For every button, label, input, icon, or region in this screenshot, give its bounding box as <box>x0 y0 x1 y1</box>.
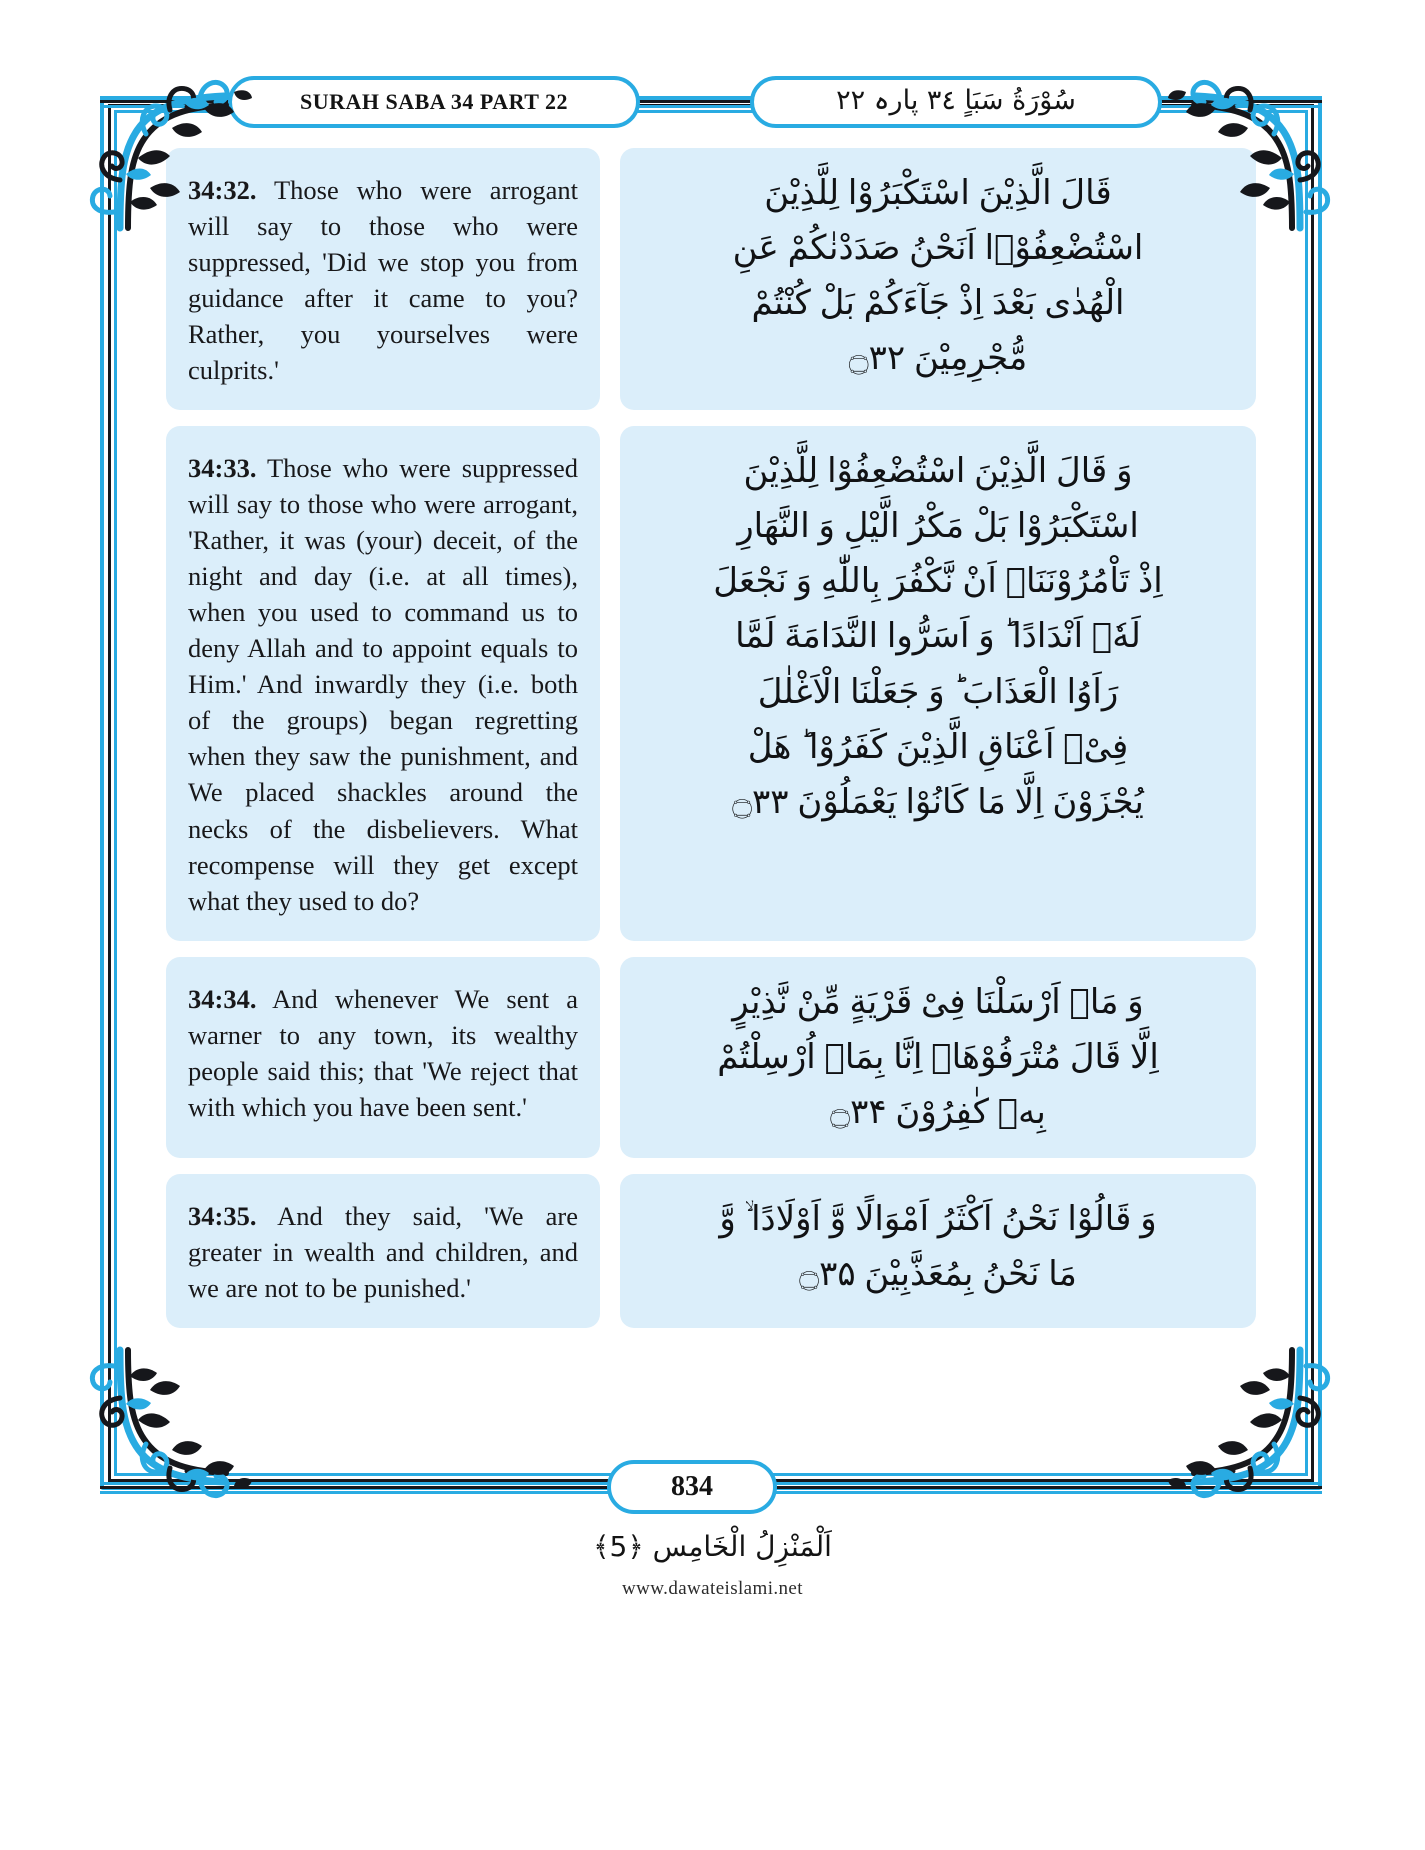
verse-list <box>166 148 1256 1344</box>
verse-reference: 34:35. <box>188 1200 257 1231</box>
arabic-line: بِهٖ كٰفِرُوْنَ ۝۳۴ <box>830 1091 1046 1132</box>
arabic-line: وَ مَاۤ اَرْسَلْنَا فِیْ قَرْیَةٍ مِّنْ نَّذِیْرٍ <box>732 981 1144 1022</box>
arabic-line: رَاَوُا الْعَذَابَ ؕ وَ جَعَلْنَا الْاَغْلٰلَ <box>757 671 1119 712</box>
page-footer <box>100 1458 1322 1516</box>
verse-translation-text: Those who were arrogant will say to those who were suppressed, 'Did we stop you from guidance after it came to you? Rather, you yourselves were culprits.' <box>188 175 578 386</box>
arabic-line: فِیْۤ اَعْنَاقِ الَّذِیْنَ كَفَرُوْا ؕ هَلْ <box>747 726 1129 767</box>
manzil-label: اَلْمَنْزِلُ الْخَامِس ﴿5﴾ <box>593 1530 832 1563</box>
verse-translation-block <box>166 426 600 940</box>
arabic-line: مُّجْرِمِیْنَ ۝۳۲ <box>848 338 1028 379</box>
arabic-line: لَهٗۤ اَنْدَادًا ؕ وَ اَسَرُّوا النَّدَامَةَ لَمَّا <box>735 616 1141 657</box>
verse-row <box>166 957 1256 1158</box>
verse-translation-block <box>166 1174 600 1328</box>
verse-arabic-block <box>620 1174 1256 1328</box>
arabic-line: یُجْزَوْنَ اِلَّا مَا كَانُوْا یَعْمَلُوْنَ ۝۳۳ <box>732 781 1144 822</box>
verse-arabic-block <box>620 957 1256 1158</box>
verse-reference: 34:32. <box>188 175 257 205</box>
verse-translation-text: And whenever We sent a warner to any town, its wealthy people said this; that 'We reject that with which you have been sent.' <box>188 983 578 1122</box>
verse-arabic-block <box>620 148 1256 410</box>
verse-translation-text: And they said, 'We are greater in wealth and children, and we are not to be punished.' <box>188 1200 578 1303</box>
verse-row <box>166 148 1256 410</box>
verse-translation-block <box>166 957 600 1158</box>
surah-title-arabic: سُوْرَةُ سَبَاٍ ٣٤ پارہ ٢٢ <box>836 84 1076 116</box>
surah-title-pill-english <box>228 76 640 128</box>
verse-translation-block <box>166 148 600 410</box>
arabic-line: اِلَّا قَالَ مُتْرَفُوْهَاۤ اِنَّا بِمَاۤ اُرْسِلْتُمْ <box>717 1036 1159 1077</box>
arabic-line: الْهُدٰى بَعْدَ اِذْ جَآءَكُمْ بَلْ كُنْتُمْ <box>751 283 1125 324</box>
arabic-line: اِذْ تَاْمُرُوْنَنَاۤ اَنْ نَّكْفُرَ بِاللّٰهِ وَ نَجْعَلَ <box>713 561 1163 602</box>
arabic-line: اسْتُضْعِفُوْۤا اَنَحْنُ صَدَدْنٰكُمْ عَنِ <box>732 228 1144 269</box>
arabic-line: وَ قَالَ الَّذِیْنَ اسْتُضْعِفُوْا لِلَّذِیْنَ <box>743 451 1133 492</box>
verse-row <box>166 426 1256 940</box>
page-number-pill <box>607 1460 777 1514</box>
arabic-line: اسْتَكْبَرُوْا بَلْ مَكْرُ الَّیْلِ وَ النَّهَارِ <box>737 506 1139 547</box>
verse-arabic-block <box>620 426 1256 940</box>
verse-row <box>166 1174 1256 1328</box>
verse-translation-text: Those who were suppressed will say to those who were arrogant, 'Rather, it was (your) deceit, of the night and day (i.e. at all times), when you used to command us to deny Allah and to appoint equals to Him.' And inwardly they (i.e. both of the groups) began regretting when they saw the punishment, and We placed shackles around the necks of the disbelievers. What recompense will they get except what they used to do? <box>188 453 578 916</box>
arabic-line: مَا نَحْنُ بِمُعَذَّبِیْنَ ۝۳۵ <box>799 1253 1077 1294</box>
verse-reference: 34:34. <box>188 983 257 1014</box>
page-number: 834 <box>671 1471 713 1502</box>
surah-title-english: SURAH SABA 34 PART 22 <box>299 89 569 114</box>
arabic-line: قَالَ الَّذِیْنَ اسْتَكْبَرُوْا لِلَّذِیْنَ <box>764 173 1112 213</box>
page-header <box>100 72 1322 130</box>
verse-reference: 34:33. <box>188 453 257 484</box>
surah-title-pill-arabic <box>750 76 1162 128</box>
arabic-line: وَ قَالُوْا نَحْنُ اَكْثَرُ اَمْوَالًا وَّ اَوْلَادًا ۙ وَّ <box>719 1198 1157 1239</box>
website-url[interactable]: www.dawateislami.net <box>622 1578 803 1599</box>
